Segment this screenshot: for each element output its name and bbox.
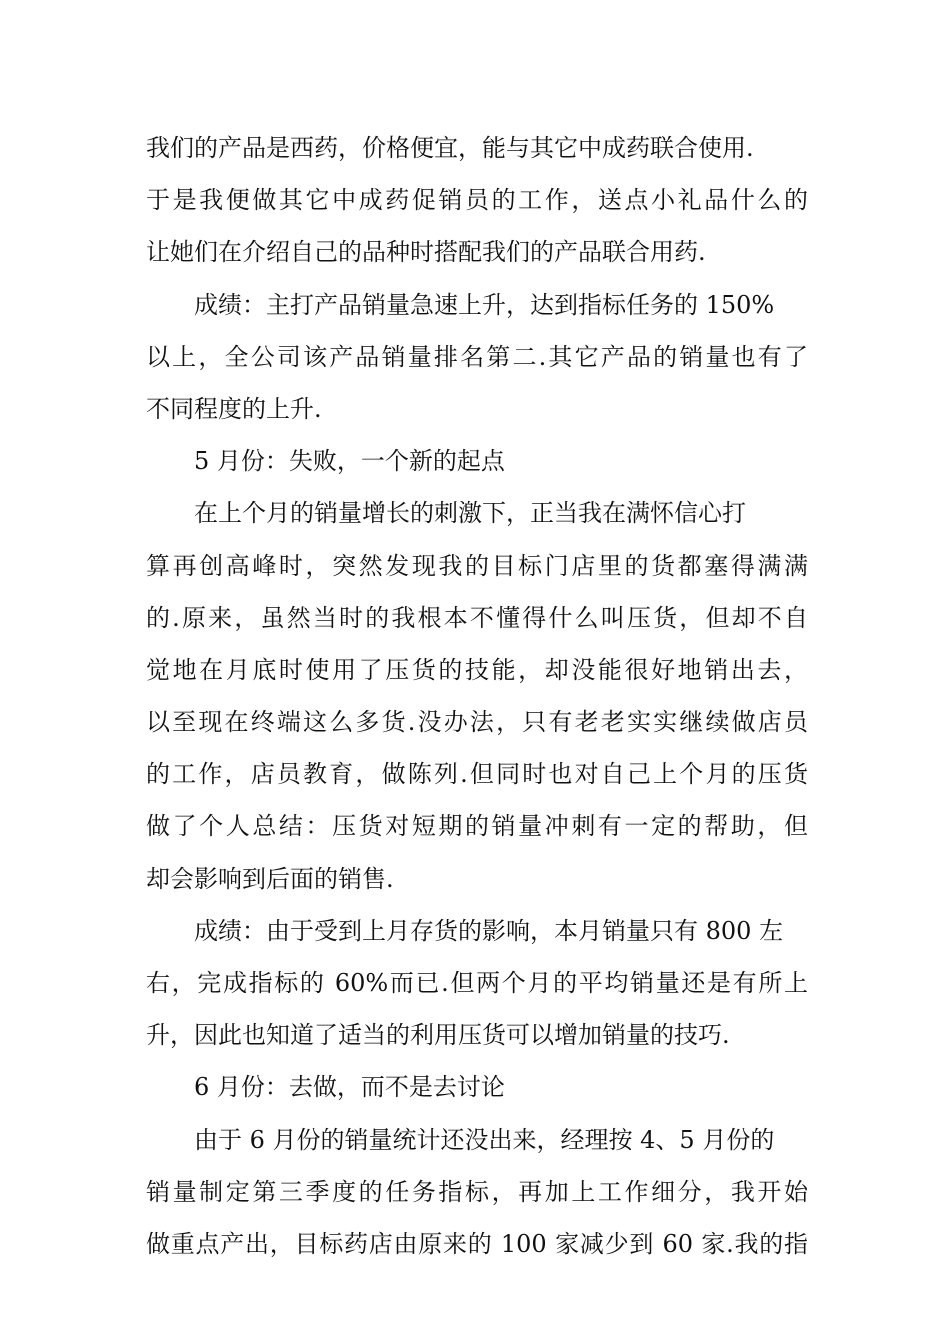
- text-line: 于是我便做其它中成药促销员的工作，送点小礼品什么的: [146, 186, 808, 215]
- text-line: 以至现在终端这么多货.没办法，只有老老实实继续做店员: [146, 708, 808, 737]
- section-heading-may: 5 月份：失败，一个新的起点: [194, 447, 505, 476]
- text-line: 升，因此也知道了适当的利用压货可以增加销量的技巧.: [146, 1021, 730, 1050]
- text-line: 做重点产出，目标药店由原来的 100 家减少到 60 家.我的指: [146, 1229, 808, 1258]
- document-body: [146, 122, 808, 1270]
- paragraph-start-line: 由于 6 月份的销量统计还没出来，经理按 4、5 月份的: [194, 1125, 775, 1154]
- text-line: 不同程度的上升.: [146, 394, 322, 423]
- text-line: 却会影响到后面的销售.: [146, 864, 394, 893]
- text-line: 让她们在介绍自己的品种时搭配我们的产品联合用药.: [146, 238, 706, 267]
- text-line: 觉地在月底时使用了压货的技能，却没能很好地销出去，: [146, 655, 808, 684]
- text-line: 的工作，店员教育，做陈列.但同时也对自己上个月的压货: [146, 760, 808, 789]
- text-line: 销量制定第三季度的任务指标，再加上工作细分，我开始: [146, 1177, 808, 1206]
- text-line: 做了个人总结：压货对短期的销量冲刺有一定的帮助，但: [146, 812, 808, 841]
- text-line: 的.原来，虽然当时的我根本不懂得什么叫压货，但却不自: [146, 603, 808, 632]
- text-line: 我们的产品是西药，价格便宜，能与其它中成药联合使用.: [146, 134, 754, 162]
- paragraph-start-line: 成绩：由于受到上月存货的影响，本月销量只有 800 左: [194, 916, 784, 945]
- paragraph-start-line: 在上个月的销量增长的刺激下，正当我在满怀信心打: [194, 499, 746, 528]
- text-line: 以上，全公司该产品销量排名第二.其它产品的销量也有了: [146, 342, 808, 371]
- paragraph-start-line: 成绩：主打产品销量急速上升，达到指标任务的 150%: [194, 290, 775, 319]
- text-line: 算再创高峰时，突然发现我的目标门店里的货都塞得满满: [146, 551, 808, 580]
- section-heading-june: 6 月份：去做，而不是去讨论: [194, 1073, 505, 1102]
- text-line: 右，完成指标的 60%而已.但两个月的平均销量还是有所上: [146, 969, 808, 997]
